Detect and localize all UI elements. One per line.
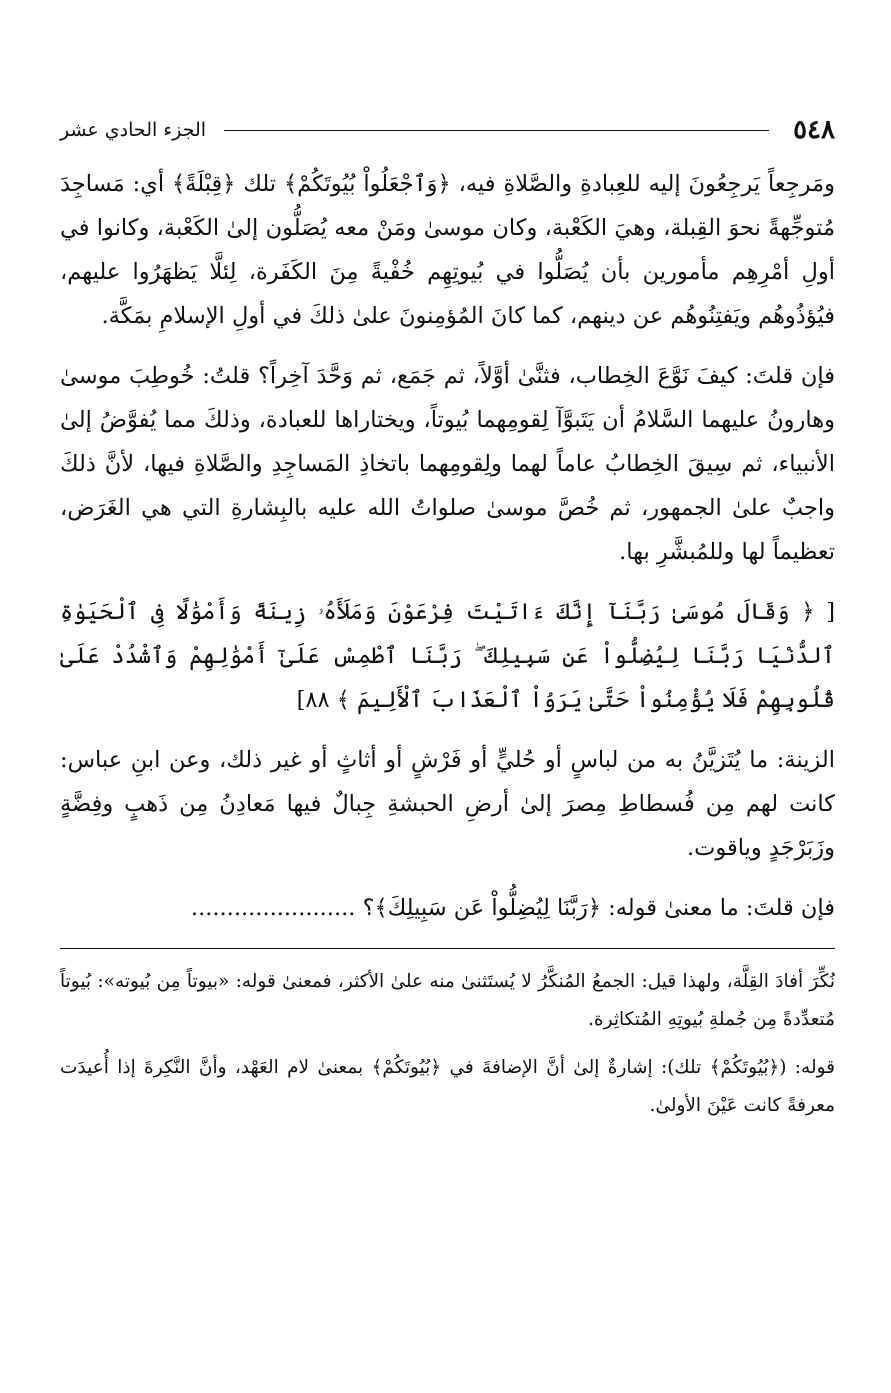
paragraph-4: فإن قلتَ: ما معنىٰ قوله: ﴿رَبَّنَا لِيُضِلُّواْ عَن سَبِيلِكَ﴾؟ ....................... — [190, 895, 835, 921]
header-title: الجزء الحادي عشر — [60, 119, 207, 141]
footnote-separator — [60, 948, 835, 949]
page-number: ٥٤٨ — [793, 115, 835, 145]
header-rule — [224, 130, 769, 131]
paragraph-1: ومَرجِعاً يَرجِعُونَ إليه للعِبادةِ والصَّلاةِ فيه، ﴿وَٱجْعَلُواْ بُيُوتَكُمْ﴾ تلك ﴿قِبْلَةً﴾ أي: مَساجِدَ مُتوجِّهةً نحوَ القِبلة، وهيَ الكَعْبة، وكان موسىٰ ومَنْ معه يُصَلُّون إلىٰ الكَعْبة، وكانوا في أولِ أمْرِهِم مأمورين بأن يُصَلُّوا في بُيوتِهِم خُفْيةً مِنَ الكَفَرة، لِئلَّا يَظهَرُوا عليهم، فيُؤذُوهُم ويَفتِنُوهُم عن دينهم، كما كانَ المُؤمِنونَ علىٰ ذلكَ في أولِ الإسلامِ بمَكَّة. — [60, 171, 835, 329]
footnote-2: قوله: (﴿بُيُوتَكُمْ﴾ تلك): إشارةٌ إلىٰ أنَّ الإضافةَ في ﴿بُيُوتَكُمْ﴾ بمعنىٰ لام العَهْد، وأنَّ النَّكِرةَ إذا أُعيدَت معرفةً كانت عَيْنَ الأولىٰ. — [60, 1057, 835, 1116]
footnotes — [60, 963, 835, 1125]
paragraph-3: الزينة: ما يُتَزيَّنُ به من لباسٍ أو حُليٍّ أو فَرْشٍ أو أثاثٍ أو غير ذلك، وعن ابنِ عباس: كانت لهم مِن فُسطاطِ مِصرَ إلىٰ أرضِ الحبشةِ جِبالٌ فيها مَعادِنُ مِن ذَهبٍ وفِضَّةٍ وزَبَرْجَدٍ وياقوت. — [60, 747, 835, 861]
book-page — [60, 110, 835, 1135]
footnote-1: نُكِّرَ أفادَ القِلَّة، ولهذا قيل: الجمعُ المُنكَّرُ لا يُستَثنىٰ منه علىٰ الأكثر، فمعنىٰ قوله: «بيوتاً مِن بُيوته»: بُيوتاً مُتعدِّدةً مِن جُملةِ بُيوتِهِ المُتكاثِرة. — [60, 971, 835, 1030]
quran-verse: [ ﴿ وَقَالَ مُوسَىٰ رَبَّنَآ إِنَّكَ ءَاتَيْتَ فِرْعَوْنَ وَمَلَأَهُۥ زِينَةً وَأَمْوَٰلًا فِى ٱلْحَيَوٰةِ ٱلدُّنْيَا رَبَّنَا لِيُضِلُّواْ عَن سَبِيلِكَ ۖ رَبَّنَا ٱطْمِسْ عَلَىٰٓ أَمْوَٰلِهِمْ وَٱشْدُدْ عَلَىٰ قُلُوبِهِمْ فَلَا يُؤْمِنُواْ حَتَّىٰ يَرَوُاْ ٱلْعَذَابَ ٱلْأَلِيمَ ﴾ ٨٨] — [60, 599, 835, 713]
paragraph-2: فإن قلتَ: كيفَ نَوَّعَ الخِطاب، فثنَّىٰ أوَّلاً، ثم جَمَع، ثم وَحَّدَ آخِراً؟ قلتُ: خُوطِبَ موسىٰ وهارونُ عليهما السَّلامُ أن يَتَبوَّآ لِقومِهما بُيوتاً، ويختاراها للعبادة، وذلكَ مما يُفوَّضُ إلىٰ الأنبياء، ثم سِيقَ الخِطابُ عاماً لهما ولِقومِهما باتخاذِ المَساجِدِ والصَّلاةِ فيها، لأنَّ ذلكَ واجبٌ علىٰ الجمهور، ثم خُصَّ موسىٰ صلواتُ الله عليه بالبِشارةِ التي هي الغَرَض، تعظيماً لها وللمُبشَّرِ بها. — [60, 363, 835, 565]
main-text — [60, 162, 835, 930]
running-header — [60, 110, 835, 150]
